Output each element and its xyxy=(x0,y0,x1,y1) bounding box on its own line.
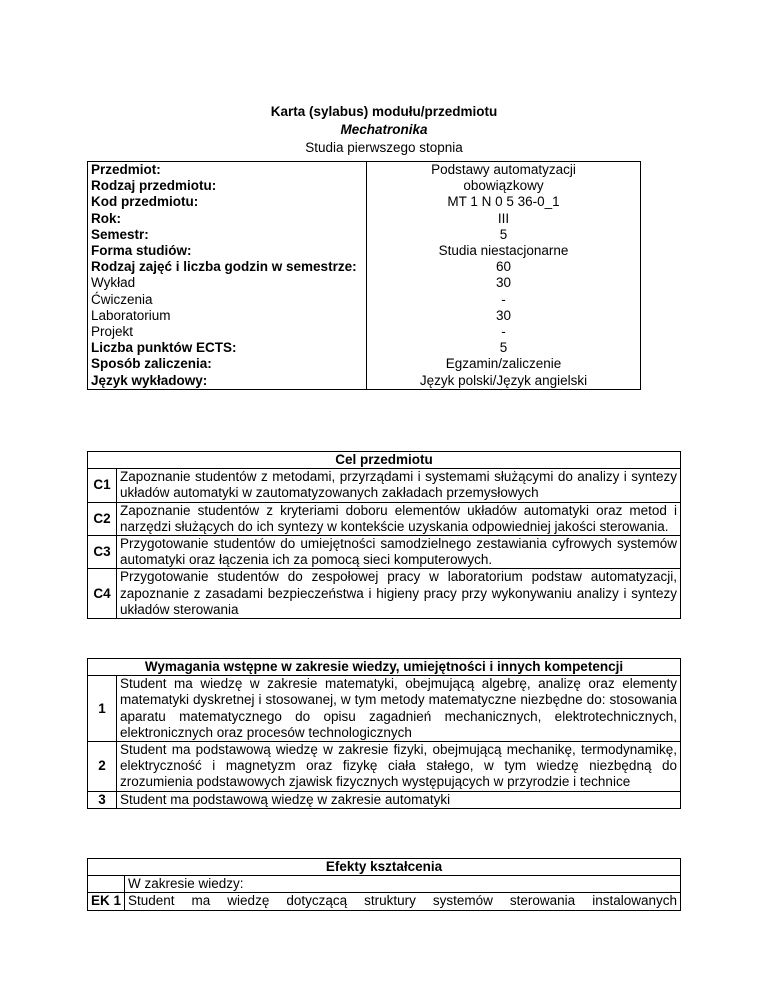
info-label: Przedmiot: xyxy=(88,162,367,179)
info-label: Ćwiczenia xyxy=(88,292,367,308)
goal-row xyxy=(88,536,681,569)
info-label: Rodzaj zajęć i liczba godzin w semestrze: xyxy=(88,259,367,275)
prerequisite-code: 1 xyxy=(88,676,117,742)
info-label: Laboratorium xyxy=(88,308,367,324)
info-value: 5 xyxy=(367,340,641,356)
prerequisites-title: Wymagania wstępne w zakresie wiedzy, umiejętności i innych kompetencji xyxy=(88,659,681,676)
info-row xyxy=(88,259,641,275)
info-value: 60 xyxy=(367,259,641,275)
outcome-code: EK 1 xyxy=(88,893,125,910)
info-value: obowiązkowy xyxy=(367,178,641,194)
empty-code-cell xyxy=(88,876,125,893)
goal-text: Przygotowanie studentów do zespołowej pracy w laboratorium podstaw automatyzacji, zapoznanie z zasadami bezpieczeństwa i higieny pracy przy wykonywaniu analizy i syntezy układów sterowania xyxy=(117,569,681,619)
info-row xyxy=(88,340,641,356)
info-label: Forma studiów: xyxy=(88,243,367,259)
goal-code: C3 xyxy=(88,536,117,569)
goal-text: Zapoznanie studentów z metodami, przyrządami i systemami służącymi do analizy i syntezy układów automatyki w zautomatyzowanych zakładach przemysłowych xyxy=(117,469,681,502)
info-row xyxy=(88,211,641,227)
course-info-table xyxy=(87,161,641,390)
prerequisite-row xyxy=(88,742,681,792)
goal-row xyxy=(88,502,681,535)
learning-outcomes-title: Efekty kształcenia xyxy=(88,859,681,876)
goal-row xyxy=(88,469,681,502)
info-row xyxy=(88,373,641,390)
header-title: Karta (sylabus) modułu/przedmiotu xyxy=(270,104,498,119)
info-value: Studia niestacjonarne xyxy=(367,243,641,259)
info-label: Sposób zaliczenia: xyxy=(88,356,367,372)
info-row xyxy=(88,243,641,259)
info-value: Język polski/Język angielski xyxy=(367,373,641,390)
outcome-text: Student ma wiedzę dotyczącą struktury systemów sterowania instalowanych xyxy=(125,893,681,910)
info-row xyxy=(88,194,641,210)
info-row xyxy=(88,162,641,179)
prerequisite-code: 3 xyxy=(88,791,117,808)
info-row xyxy=(88,308,641,324)
prerequisite-row xyxy=(88,676,681,742)
goal-row xyxy=(88,569,681,619)
prerequisites-table xyxy=(87,658,681,809)
info-value: Egzamin/zaliczenie xyxy=(367,356,641,372)
info-value: 30 xyxy=(367,275,641,291)
info-value: 5 xyxy=(367,227,641,243)
document-header xyxy=(0,103,768,157)
info-row xyxy=(88,178,641,194)
prerequisite-text: Student ma podstawową wiedzę w zakresie automatyki xyxy=(117,791,681,808)
header-program: Mechatronika xyxy=(340,122,428,137)
knowledge-subheading: W zakresie wiedzy: xyxy=(125,876,681,893)
info-row xyxy=(88,227,641,243)
info-value: III xyxy=(367,211,641,227)
course-goals-table xyxy=(87,451,681,619)
info-value: MT 1 N 0 5 36-0_1 xyxy=(367,194,641,210)
goal-text: Przygotowanie studentów do umiejętności samodzielnego zestawiania cyfrowych systemów automatyki oraz łączenia ich za pomocą sieci komputerowych. xyxy=(117,536,681,569)
goal-code: C4 xyxy=(88,569,117,619)
info-value: 30 xyxy=(367,308,641,324)
info-row xyxy=(88,356,641,372)
goal-code: C2 xyxy=(88,502,117,535)
info-value: - xyxy=(367,324,641,340)
info-value: Podstawy automatyzacji xyxy=(367,162,641,179)
info-row xyxy=(88,275,641,291)
info-row xyxy=(88,324,641,340)
info-label: Rodzaj przedmiotu: xyxy=(88,178,367,194)
info-label: Projekt xyxy=(88,324,367,340)
info-label: Język wykładowy: xyxy=(88,373,367,390)
learning-outcomes-table xyxy=(87,858,681,911)
info-label: Liczba punktów ECTS: xyxy=(88,340,367,356)
info-label: Semestr: xyxy=(88,227,367,243)
header-level: Studia pierwszego stopnia xyxy=(305,140,463,155)
info-label: Kod przedmiotu: xyxy=(88,194,367,210)
outcome-row xyxy=(88,893,681,910)
course-goals-title: Cel przedmiotu xyxy=(88,452,681,469)
info-value: - xyxy=(367,292,641,308)
prerequisite-text: Student ma wiedzę w zakresie matematyki, obejmującą algebrę, analizę oraz elementy matematyki dyskretnej i stosowanej, w tym metody matematyczne niezbędne do: stosowania aparatu matematycznego do opisu zagadnień mechanicznych, elektrotechnicznych, elektronicznych oraz procesów technologicznych xyxy=(117,676,681,742)
info-label: Wykład xyxy=(88,275,367,291)
prerequisite-code: 2 xyxy=(88,742,117,792)
info-label: Rok: xyxy=(88,211,367,227)
goal-code: C1 xyxy=(88,469,117,502)
info-row xyxy=(88,292,641,308)
goal-text: Zapoznanie studentów z kryteriami doboru elementów układów automatyki oraz metod i narzędzi służących do ich syntezy w kontekście uzyskania odpowiedniej jakości sterowania. xyxy=(117,502,681,535)
prerequisite-text: Student ma podstawową wiedzę w zakresie fizyki, obejmującą mechanikę, termodynamikę, elektryczność i magnetyzm oraz fizykę ciała stałego, w tym wiedzę niezbędną do zrozumienia podstawowych zjawisk fizycznych występujących w przyrodzie i technice xyxy=(117,742,681,792)
prerequisite-row xyxy=(88,791,681,808)
